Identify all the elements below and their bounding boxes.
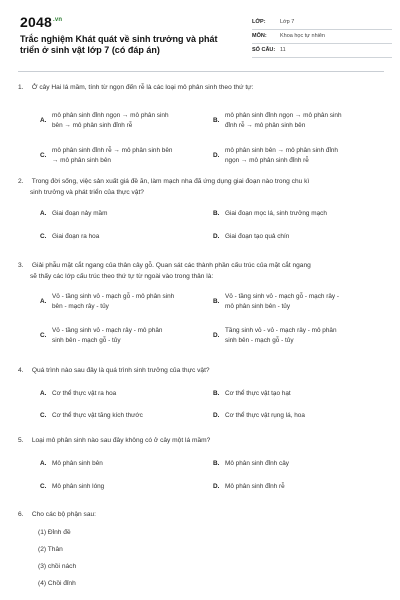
option-text bbox=[225, 292, 339, 312]
question-stem bbox=[18, 176, 378, 187]
list-item: (4) Chồi đỉnh bbox=[38, 580, 76, 587]
option-b[interactable] bbox=[213, 292, 378, 314]
header bbox=[18, 10, 384, 68]
option-line: mô phân sinh đỉnh ngọn → mô phân sinh bbox=[52, 112, 169, 119]
info-row-class bbox=[252, 16, 392, 30]
site-logo[interactable] bbox=[20, 14, 62, 30]
option-c[interactable] bbox=[40, 146, 200, 168]
option-letter: D. bbox=[213, 233, 220, 240]
option-text: Mô phân sinh đỉnh cây bbox=[225, 460, 289, 467]
option-letter: B. bbox=[213, 390, 220, 397]
option-text: Giai đoạn nảy mầm bbox=[52, 210, 108, 217]
option-letter: D. bbox=[213, 152, 220, 159]
question-number: 1. bbox=[18, 84, 24, 91]
info-panel bbox=[252, 16, 392, 58]
option-letter: A. bbox=[40, 117, 47, 124]
info-label: MÔN: bbox=[252, 33, 267, 39]
question-6 bbox=[18, 509, 378, 596]
option-c[interactable] bbox=[40, 326, 200, 348]
info-row-count bbox=[252, 44, 392, 58]
list-item: (1) Đỉnh đề bbox=[38, 529, 71, 536]
question-text: Loại mô phân sinh nào sau đây không có ở cây một lá mầm? bbox=[31, 437, 211, 444]
option-letter: D. bbox=[213, 412, 220, 419]
option-line: Vỏ - tầng sinh vỏ - mạch rây - mô phân bbox=[52, 327, 163, 334]
header-divider bbox=[18, 71, 384, 72]
option-letter: C. bbox=[40, 412, 47, 419]
option-line: ngọn → mô phân sinh đỉnh rễ bbox=[225, 157, 309, 164]
info-value: 11 bbox=[280, 47, 286, 53]
option-letter: B. bbox=[213, 298, 220, 305]
option-letter: C. bbox=[40, 483, 47, 490]
list-item: (2) Thân bbox=[38, 546, 63, 553]
question-stem bbox=[18, 435, 378, 446]
question-text: Giải phẫu mặt cắt ngang của thân cây gỗ. Quan sát các thành phần cấu trúc của mặt cắt ngang bbox=[31, 262, 311, 269]
logo-text: 2048 bbox=[20, 14, 52, 30]
option-line: → mô phân sinh bên bbox=[52, 157, 111, 164]
option-text bbox=[225, 111, 342, 131]
option-letter: C. bbox=[40, 233, 47, 240]
option-text: Cơ thể thực vật ra hoa bbox=[52, 390, 117, 397]
page-title: Trắc nghiệm Khát quát về sinh trưởng và phát triển ở sinh vật lớp 7 (có đáp án) bbox=[20, 34, 218, 55]
option-d[interactable] bbox=[213, 146, 378, 168]
option-line: bên - mạch rây - tủy bbox=[52, 303, 109, 310]
option-text: Giai đoạn tạo quả chín bbox=[225, 233, 290, 240]
question-stem bbox=[18, 365, 378, 376]
option-line: mô phân sinh bên → mô phân sinh đỉnh bbox=[225, 147, 338, 154]
option-a[interactable] bbox=[40, 292, 200, 314]
option-text bbox=[225, 326, 337, 346]
question-2 bbox=[18, 176, 378, 240]
list-item: (3) chồi nách bbox=[38, 563, 77, 570]
question-4 bbox=[18, 365, 378, 419]
question-text: Ở cây Hai lá mầm, tính từ ngọn đến rễ là các loại mô phân sinh theo thứ tự: bbox=[31, 84, 254, 91]
option-letter: A. bbox=[40, 390, 47, 397]
option-letter: A. bbox=[40, 460, 47, 467]
option-line: Tầng sinh vỏ - vỏ - mạch rây - mô phân bbox=[225, 327, 337, 334]
question-stem-cont: sinh trưởng và phát triển của thực vật? bbox=[30, 189, 144, 196]
option-a[interactable] bbox=[40, 111, 200, 133]
option-text: Mô phân sinh lóng bbox=[52, 483, 105, 490]
option-line: sinh bên - mạch gỗ - tủy bbox=[225, 337, 294, 344]
option-line: Vỏ - tầng sinh vỏ - mạch gỗ - mô phân sinh bbox=[52, 293, 175, 300]
info-label: LỚP: bbox=[252, 19, 266, 25]
option-text: Mô phân sinh bên bbox=[52, 460, 103, 467]
option-letter: C. bbox=[40, 152, 47, 159]
option-letter: B. bbox=[213, 210, 220, 217]
question-text: Cho các bộ phận sau: bbox=[31, 511, 96, 518]
question-stem bbox=[18, 82, 378, 93]
option-text: Cơ thể thực vật tạo hạt bbox=[225, 390, 291, 397]
option-line: bên → mô phân sinh đỉnh rễ bbox=[52, 122, 133, 129]
info-value: Lớp 7 bbox=[280, 19, 295, 25]
question-1 bbox=[18, 82, 378, 164]
item-list bbox=[18, 528, 378, 589]
question-number: 3. bbox=[18, 262, 24, 269]
option-text bbox=[52, 146, 172, 166]
option-letter: A. bbox=[40, 298, 47, 305]
option-text: Giai đoạn ra hoa bbox=[52, 233, 100, 240]
logo-suffix: .vn bbox=[52, 17, 63, 24]
option-text bbox=[225, 146, 338, 166]
question-text: Quá trình nào sau đây là quá trình sinh trưởng của thực vật? bbox=[31, 367, 210, 374]
question-stem bbox=[18, 509, 378, 520]
question-stem bbox=[18, 260, 378, 271]
option-letter: A. bbox=[40, 210, 47, 217]
option-letter: B. bbox=[213, 460, 220, 467]
option-text bbox=[52, 111, 169, 131]
option-text: Mô phân sinh đỉnh rễ bbox=[225, 483, 285, 490]
question-number: 6. bbox=[18, 511, 24, 518]
option-b[interactable] bbox=[213, 111, 378, 133]
option-text: Cơ thể thực vật rụng lá, hoa bbox=[225, 412, 305, 419]
info-row-subject bbox=[252, 30, 392, 44]
option-letter: C. bbox=[40, 332, 47, 339]
option-line: mô phân sinh đỉnh rễ → mô phân sinh bên bbox=[52, 147, 173, 154]
option-line: sinh bên - mạch gỗ - tủy bbox=[52, 337, 121, 344]
question-number: 5. bbox=[18, 437, 24, 444]
option-line: mô phân sinh bên - tủy bbox=[225, 303, 291, 310]
question-number: 2. bbox=[18, 178, 24, 185]
question-number: 4. bbox=[18, 367, 24, 374]
option-letter: D. bbox=[213, 483, 220, 490]
question-stem-cont: sẽ thấy các lớp cấu trúc theo thứ tự từ ngoài vào trong thân là: bbox=[30, 273, 214, 280]
option-text: Giai đoạn mọc lá, sinh trưởng mạch bbox=[225, 210, 327, 217]
info-label: SỐ CÂU: bbox=[252, 47, 276, 53]
question-5 bbox=[18, 435, 378, 490]
option-line: mô phân sinh đỉnh ngọn → mô phân sinh bbox=[225, 112, 342, 119]
option-letter: D. bbox=[213, 332, 220, 339]
option-text: Cơ thể thực vật tăng kích thước bbox=[52, 412, 143, 419]
question-3 bbox=[18, 260, 378, 344]
option-line: Vỏ - tầng sinh vỏ - mạch gỗ - mạch rây - bbox=[225, 293, 340, 300]
option-line: đỉnh rễ → mô phân sinh bên bbox=[225, 122, 306, 129]
option-letter: B. bbox=[213, 117, 220, 124]
option-text bbox=[52, 292, 174, 312]
option-d[interactable] bbox=[213, 326, 378, 348]
info-value: Khoa học tự nhiên bbox=[280, 33, 325, 39]
question-text: Trong đời sống, việc sản xuất giá đề ăn, làm mạch nha đã ứng dụng giai đoạn nào trong chu kì bbox=[31, 178, 310, 185]
option-text bbox=[52, 326, 162, 346]
